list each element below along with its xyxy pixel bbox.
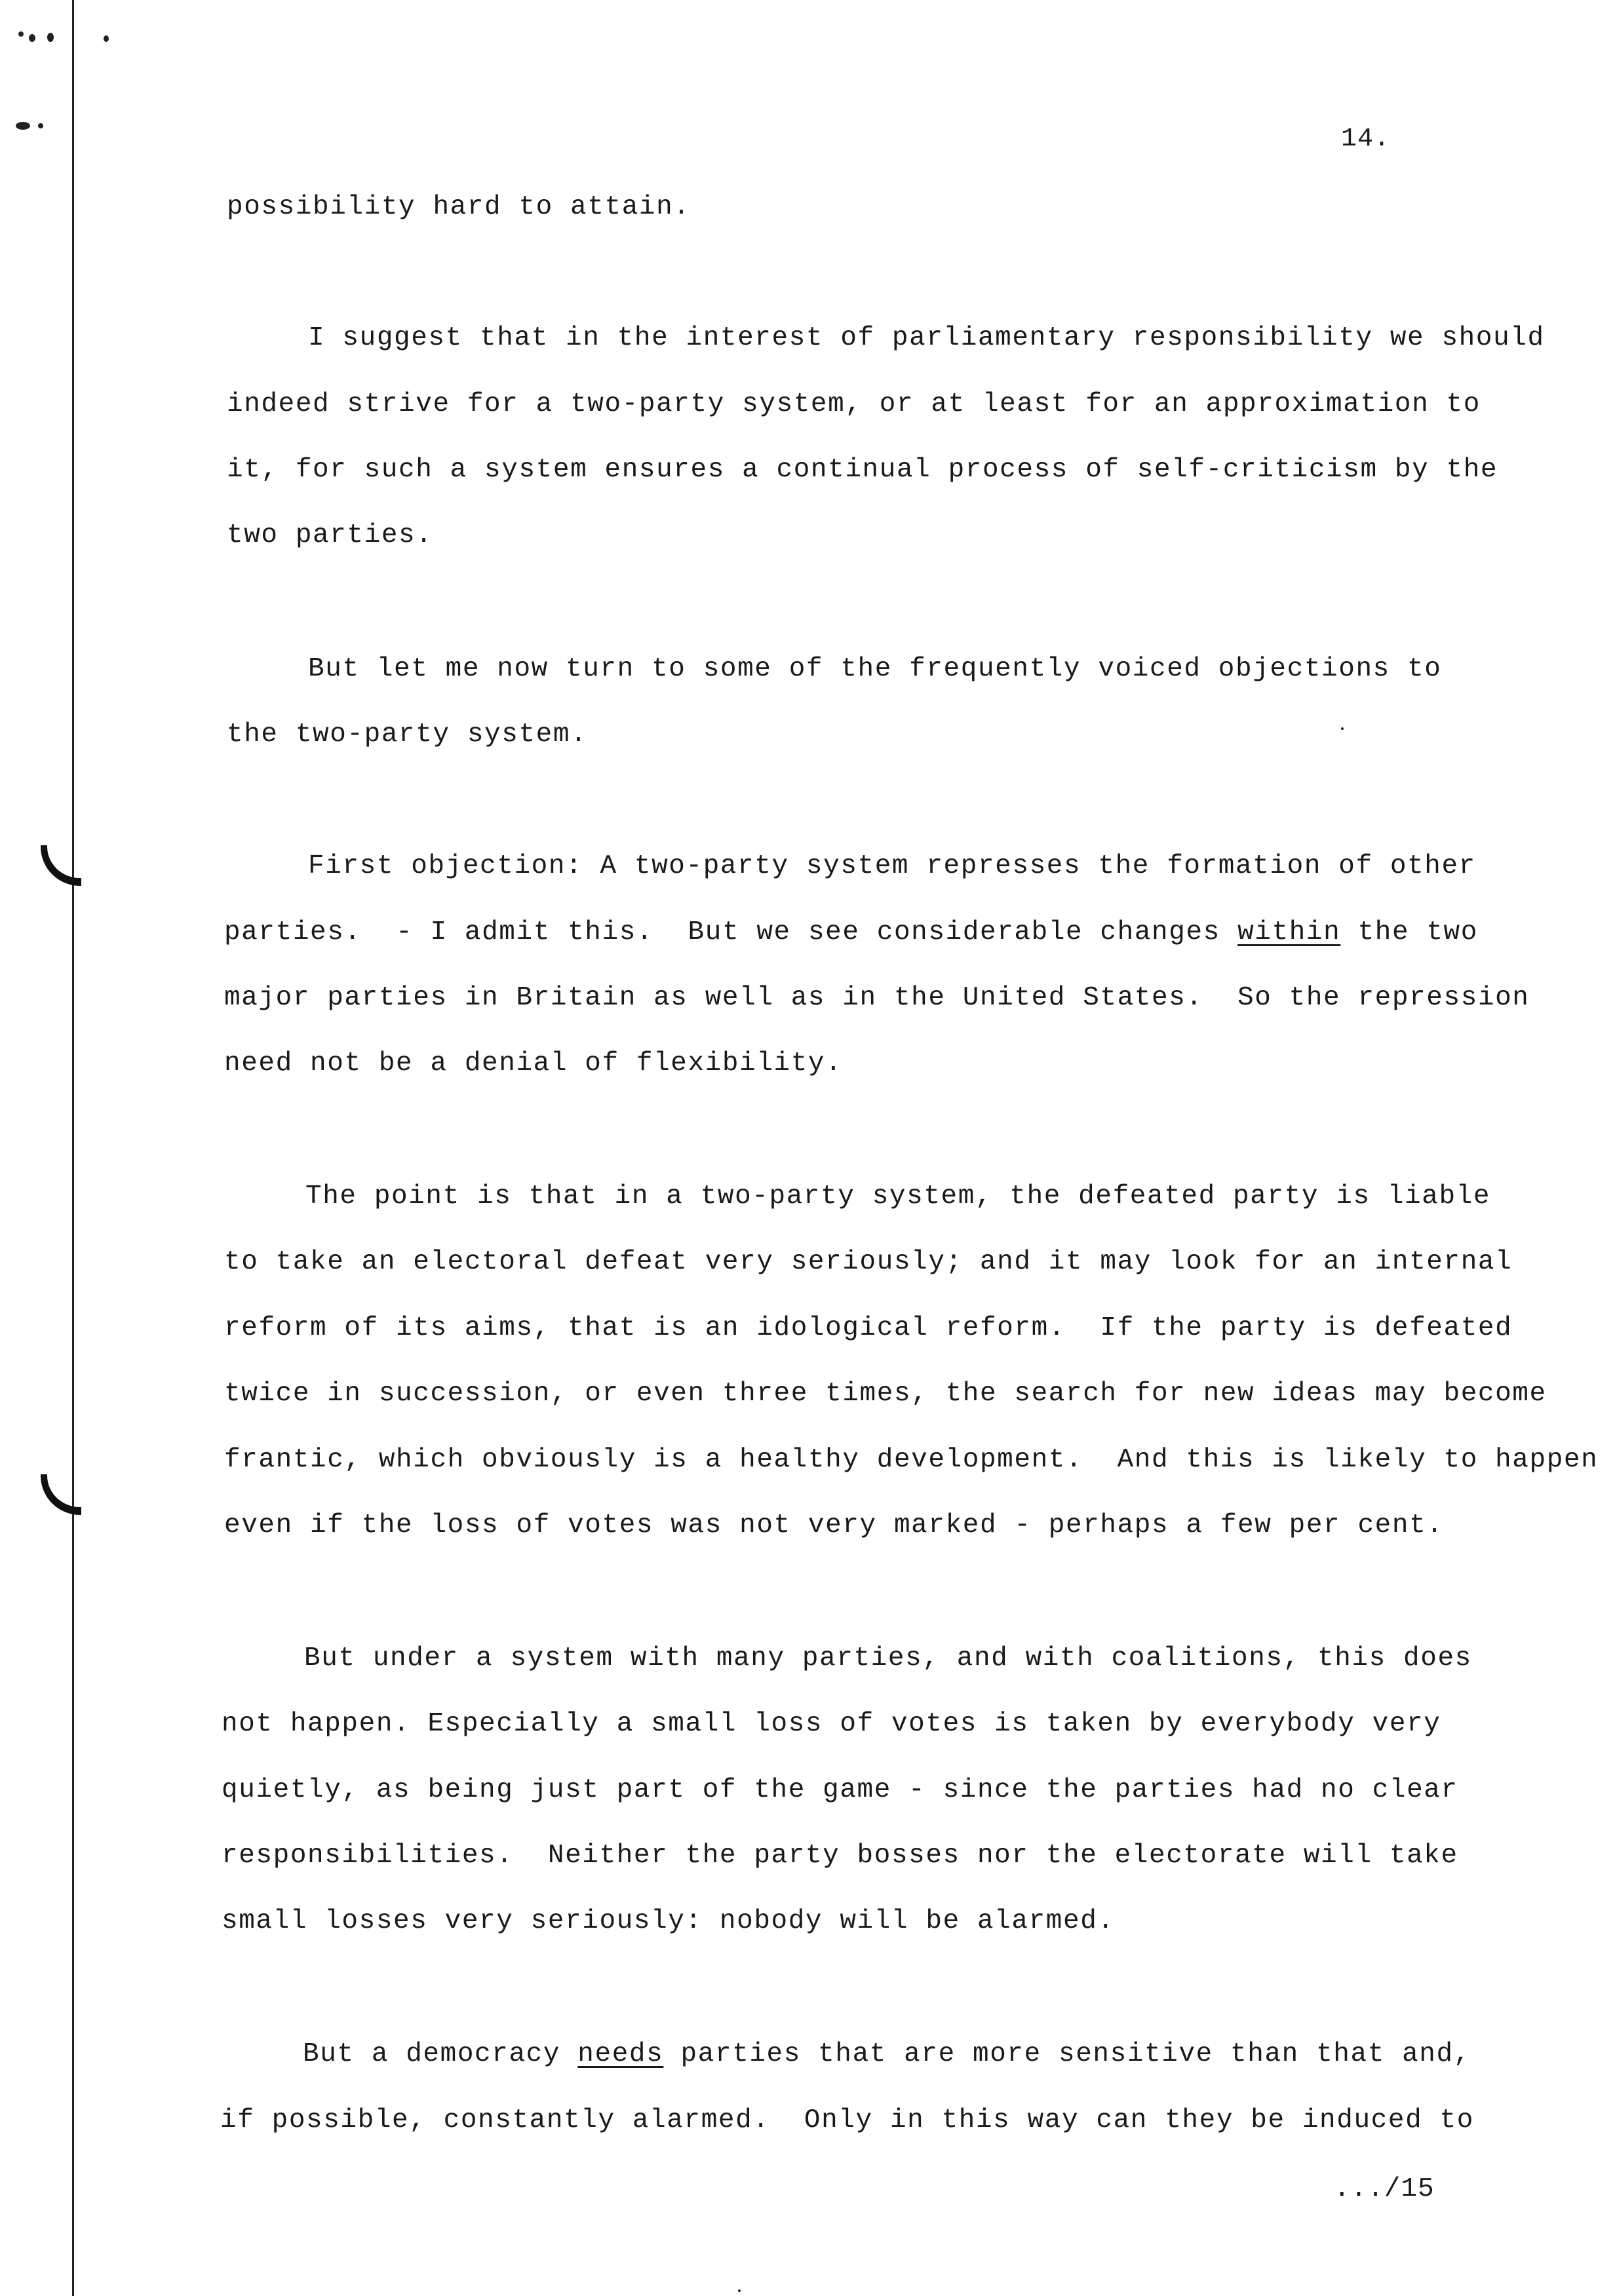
text-line: need not be a denial of flexibility. [224,1048,843,1079]
scan-speck [1341,727,1344,730]
text-segment: But a democracy [303,2039,561,2069]
text-line: But let me now turn to some of the frequently voiced objections to [308,654,1442,684]
continuation-marker: .../15 [1334,2174,1435,2204]
page-number: 14. [1341,124,1391,154]
text-line [224,919,1478,946]
text-line: even if the loss of votes was not very marked - perhaps a few per cent. [224,1510,1444,1540]
binder-hole-mark [41,845,81,886]
text-line: First objection: A two-party system represses the formation of other [308,851,1476,881]
text-segment: parties. [224,917,362,947]
text-line: to take an electoral defeat very seriously; and it may look for an internal [224,1247,1513,1277]
text-segment: - I admit this. But we see considerable changes [396,917,1220,947]
scan-speck [29,34,35,42]
text-line: quietly, as being just part of the game - since the parties had no clear [222,1775,1458,1805]
text-line: major parties in Britain as well as in the United States. So the repression [224,983,1530,1013]
text-line: But under a system with many parties, and with coalitions, this does [304,1643,1472,1674]
text-line: responsibilities. Neither the party bosses nor the electorate will take [222,1841,1458,1871]
text-line: not happen. Especially a small loss of votes is taken by everybody very [222,1709,1441,1739]
scan-speck [738,2289,741,2292]
text-line: the two-party system. [227,719,588,750]
text-segment: the two [1357,917,1478,947]
scan-speck [18,31,24,37]
text-line [303,2041,1471,2068]
text-line: two parties. [227,520,433,550]
text-line: reform of its aims, that is an idological reform. If the party is defeated [224,1313,1513,1343]
margin-line [72,0,74,2296]
binder-hole-mark [41,1474,81,1515]
text-line: twice in succession, or even three times, the search for new ideas may become [224,1379,1547,1409]
text-segment: parties that are more sensitive than that and, [680,2039,1471,2069]
underlined-word: needs [577,2039,664,2069]
scan-speck [47,33,54,42]
text-line: it, for such a system ensures a continual process of self-criticism by the [227,455,1498,485]
text-line: if possible, constantly alarmed. Only in this way can they be induced to [220,2105,1474,2135]
scan-speck [104,35,109,42]
text-line: small losses very seriously: nobody will be alarmed. [222,1906,1115,1936]
text-line: possibility hard to attain. [227,192,691,222]
scan-speck [38,123,43,128]
text-line: I suggest that in the interest of parliamentary responsibility we should [308,323,1545,353]
text-line: indeed strive for a two-party system, or at least for an approximation to [227,389,1481,419]
text-line: The point is that in a two-party system, the defeated party is liable [305,1181,1491,1212]
text-line: frantic, which obviously is a healthy development. And this is likely to happen [224,1445,1599,1475]
scan-speck [16,122,30,130]
underlined-word: within [1237,917,1341,947]
